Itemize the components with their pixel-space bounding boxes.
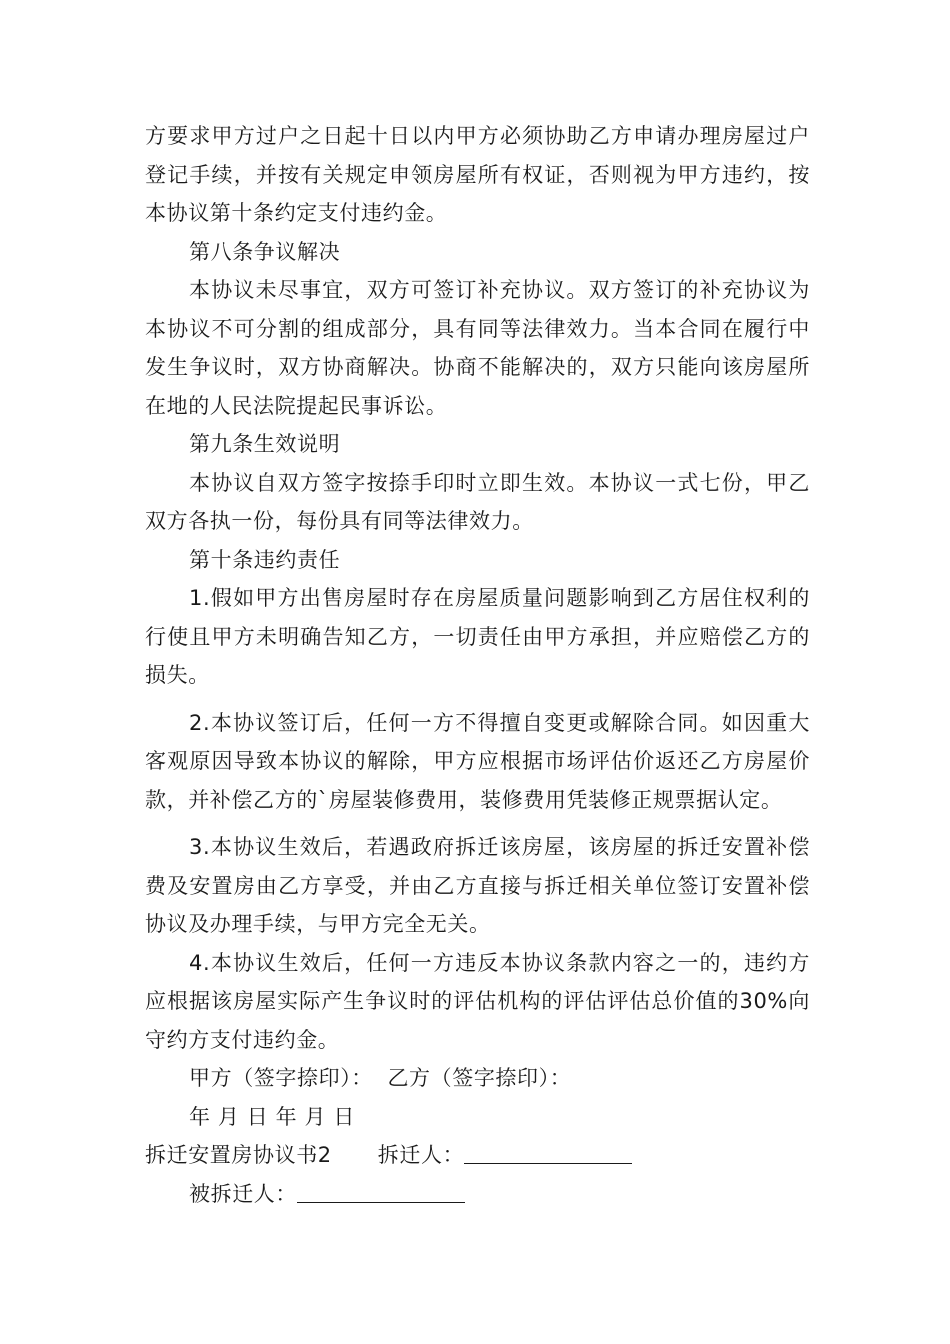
clause-2: 2.本协议签订后，任何一方不得擅自变更或解除合同。如因重大客观原因导致本协议的解除，甲方应根据市场评估价返还乙方房屋价款，并补偿乙方的`房屋装修费用，装修费用凭装修正规票据认定。: [145, 710, 810, 812]
demolishee-line: [145, 1175, 810, 1214]
article-8-body: 本协议未尽事宜，双方可签订补充协议。双方签订的补充协议为本协议不可分割的组成部分，具有同等法律效力。当本合同在履行中发生争议时，双方协商解决。协商不能解决的，双方只能向该房屋所在地的人民法院提起民事诉讼。: [145, 278, 810, 418]
article-10-heading: 第十条违约责任: [189, 547, 341, 572]
spacer: [145, 695, 810, 704]
article-8-heading: 第八条争议解决: [189, 239, 341, 264]
next-agreement-title: 拆迁安置房协议书2: [145, 1143, 332, 1167]
signature-line: 甲方（签字捺印）： 乙方（签字捺印）：: [189, 1066, 572, 1090]
paragraph-continuation: 方要求甲方过户之日起十日以内甲方必须协助乙方申请办理房屋过户登记手续，并按有关规定申领房屋所有权证，否则视为甲方违约，按本协议第十条约定支付违约金。: [145, 124, 810, 225]
date-line: 年 月 日 年 月 日: [189, 1104, 355, 1129]
next-agreement-line: [145, 1136, 810, 1175]
clause-4: 4.本协议生效后，任何一方违反本协议条款内容之一的，违约方应根据该房屋实际产生争议时的评估机构的评估评估总价值的30%向守约方支付违约金。: [145, 950, 810, 1052]
demolishee-blank: [297, 1180, 465, 1203]
demolishee-label: 被拆迁人：: [189, 1181, 297, 1206]
document-body: [145, 117, 810, 1213]
spacer: [145, 819, 810, 828]
clause-3: 3.本协议生效后，若遇政府拆迁该房屋，该房屋的拆迁安置补偿费及安置房由乙方享受，并由乙方直接与拆迁相关单位签订安置补偿协议及办理手续，与甲方完全无关。: [145, 835, 810, 936]
demolisher-label: 拆迁人：: [377, 1143, 465, 1167]
article-9-heading: 第九条生效说明: [189, 432, 341, 456]
clause-1: 1.假如甲方出售房屋时存在房屋质量问题影响到乙方居住权利的行使且甲方未明确告知乙方，一切责任由甲方承担，并应赔偿乙方的损失。: [145, 586, 810, 687]
article-9-body: 本协议自双方签字按捺手印时立即生效。本协议一式七份，甲乙双方各执一份，每份具有同等法律效力。: [145, 470, 810, 533]
demolisher-blank: [464, 1141, 632, 1164]
